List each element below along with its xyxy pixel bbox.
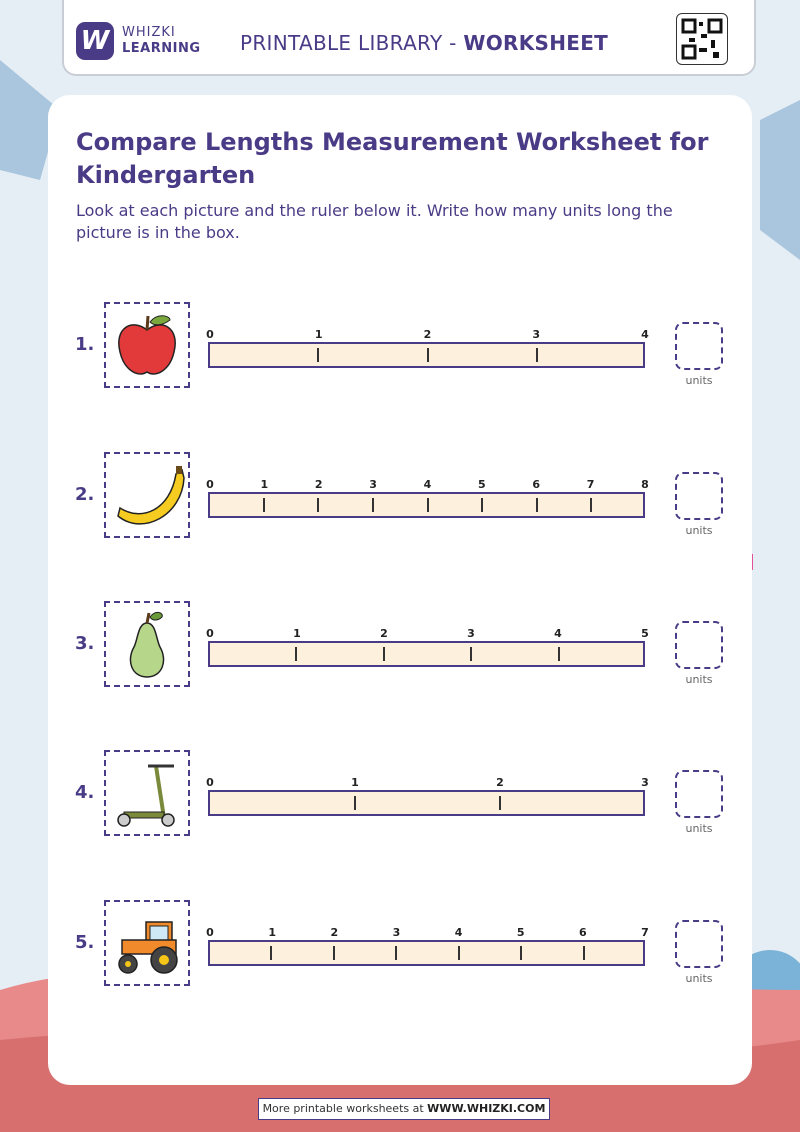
ruler-tick-label: 4 [454,926,463,939]
ruler [208,492,645,518]
ruler-tick-label: 2 [423,328,432,341]
question-number: 4. [75,782,95,803]
question-row [0,601,800,691]
picture-box [104,601,190,687]
units-label: units [685,524,713,537]
answer-box[interactable] [675,621,723,669]
ruler-tick-label: 4 [554,627,562,640]
ruler-tick-label: 1 [314,328,323,341]
ruler-tick [372,498,374,512]
ruler-tick [395,946,397,960]
ruler-tick [536,498,538,512]
ruler-tick-label: 6 [532,478,541,491]
ruler-tick [590,498,592,512]
ruler [208,940,645,966]
ruler-tick [354,796,356,810]
ruler-tick-label: 5 [641,627,649,640]
ruler-tick-label: 2 [496,776,504,789]
ruler [208,342,645,368]
header-title-prefix: PRINTABLE LIBRARY - [240,31,464,55]
ruler-tick-label: 0 [206,627,214,640]
units-label: units [685,822,713,835]
header-title-bold: WORKSHEET [463,31,609,55]
qr-code-icon[interactable] [676,13,728,65]
ruler-tick-label: 5 [516,926,525,939]
ruler-tick-label: 1 [293,627,301,640]
picture-box [104,302,190,388]
footer-prefix: More printable worksheets at [262,1102,428,1115]
picture-box [104,900,190,986]
ruler-tick-label: 5 [478,478,486,491]
ruler-tick-label: 7 [586,478,595,491]
question-row [0,750,800,840]
ruler-tick-label: 2 [380,627,388,640]
footer-banner[interactable] [258,1098,550,1120]
ruler-tick-label: 1 [351,776,359,789]
ruler-tick [558,647,560,661]
question-row [0,452,800,542]
ruler-tick-label: 0 [206,776,214,789]
ruler-tick [270,946,272,960]
ruler-tick-label: 6 [579,926,587,939]
ruler-tick [317,348,319,362]
ruler-tick-label: 2 [314,478,323,491]
answer-box[interactable] [675,472,723,520]
ruler-tick-label: 3 [369,478,377,491]
ruler-tick [317,498,319,512]
ruler-tick [427,348,429,362]
ruler-tick [427,498,429,512]
ruler-tick-label: 0 [206,926,214,939]
ruler-tick-label: 1 [260,478,269,491]
answer-box[interactable] [675,322,723,370]
question-row [0,900,800,990]
ruler [208,790,645,816]
answer-box[interactable] [675,770,723,818]
ruler-tick-label: 8 [641,478,649,491]
ruler-tick-label: 7 [641,926,649,939]
whizki-logo-icon[interactable]: W [76,22,114,60]
ruler-tick [383,647,385,661]
answer-box[interactable] [675,920,723,968]
ruler-tick-label: 0 [206,478,214,491]
worksheet-instructions: Look at each picture and the ruler below it. Write how many units long the picture is in the box. [76,201,673,242]
logo-text [122,25,201,57]
ruler-tick [470,647,472,661]
question-row [0,302,800,392]
ruler-tick [458,946,460,960]
picture-box [104,750,190,836]
ruler-tick-label: 2 [330,926,339,939]
units-label: units [685,374,713,387]
ruler-tick [583,946,585,960]
units-label: units [685,972,713,985]
logo-line-whizki: WHIZKI [122,25,176,40]
picture-box [104,452,190,538]
ruler-tick-label: 3 [392,926,401,939]
ruler-tick-label: 1 [268,926,276,939]
units-label: units [685,673,713,686]
question-number: 5. [75,932,95,953]
question-number: 2. [75,484,95,505]
worksheet-title: Compare Lengths Measurement Worksheet for Kindergarten [76,128,709,189]
ruler-tick [333,946,335,960]
ruler-tick [499,796,501,810]
ruler-tick-label: 3 [467,627,475,640]
ruler-tick [536,348,538,362]
ruler-tick-label: 4 [641,328,649,341]
ruler-tick [295,647,297,661]
logo-line-learning: LEARNING [122,41,201,56]
ruler-tick-label: 3 [532,328,541,341]
question-number: 1. [75,334,95,355]
ruler-tick [263,498,265,512]
ruler-tick [520,946,522,960]
ruler-tick-label: 4 [423,478,432,491]
ruler-tick-label: 0 [206,328,214,341]
ruler [208,641,645,667]
header-title [240,31,608,55]
footer-site-link[interactable]: WWW.WHIZKI.COM [427,1102,546,1115]
ruler-tick-label: 3 [641,776,649,789]
ruler-tick [481,498,483,512]
question-number: 3. [75,633,95,654]
